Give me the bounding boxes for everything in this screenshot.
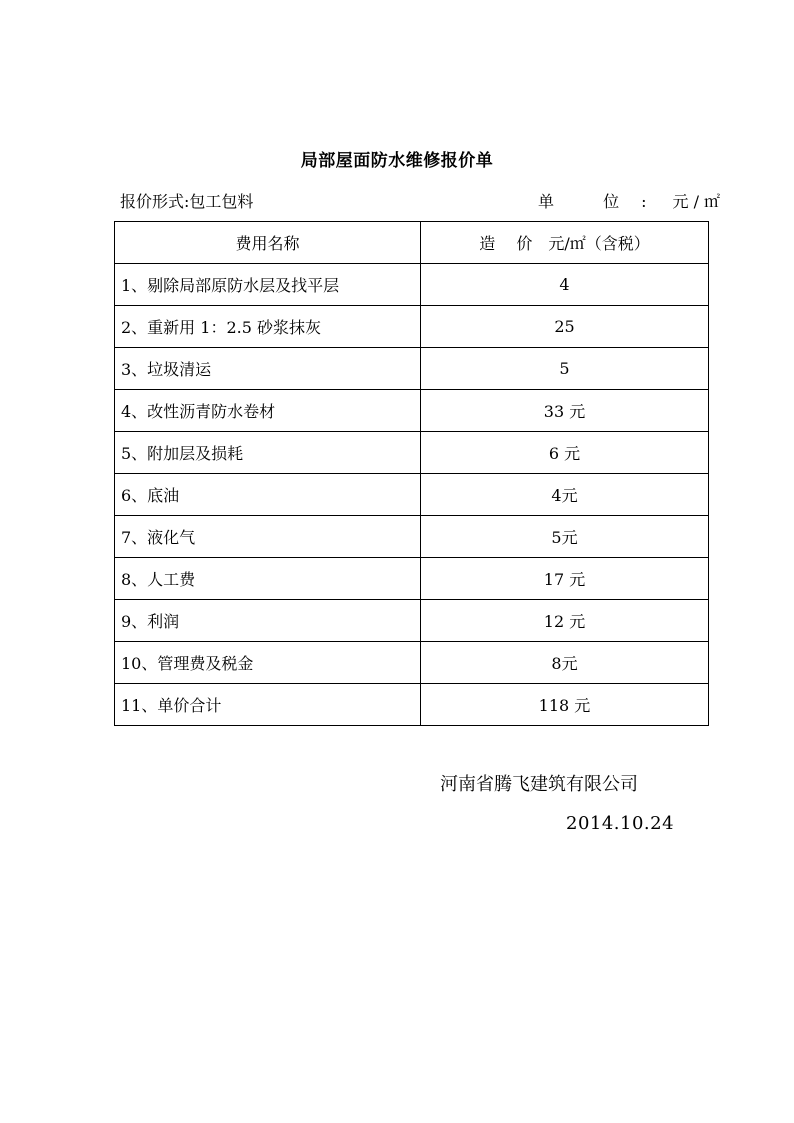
table-row (115, 306, 709, 348)
quote-table (114, 221, 709, 726)
row-price: 33 元 (421, 390, 709, 432)
unit-value: 元 / ㎡ (672, 192, 721, 211)
table-row (115, 474, 709, 516)
document-date: 2014.10.24 (566, 813, 675, 834)
row-name: 11、单价合计 (115, 684, 421, 726)
row-name: 10、管理费及税金 (115, 642, 421, 684)
unit-label: 单 位: (538, 192, 669, 211)
unit-line (538, 189, 720, 212)
row-price: 8元 (421, 642, 709, 684)
row-price: 5元 (421, 516, 709, 558)
table-row-total (115, 684, 709, 726)
row-price: 118 元 (421, 684, 709, 726)
row-price: 6 元 (421, 432, 709, 474)
table-row (115, 642, 709, 684)
row-price: 17 元 (421, 558, 709, 600)
header-name: 费用名称 (115, 222, 421, 264)
table-row (115, 432, 709, 474)
row-name: 4、改性沥青防水卷材 (115, 390, 421, 432)
header-price: 造 价 元/㎡（含税） (421, 222, 709, 264)
row-price: 5 (421, 348, 709, 390)
row-name: 3、垃圾清运 (115, 348, 421, 390)
company-name: 河南省腾飞建筑有限公司 (440, 774, 638, 795)
row-price: 4元 (421, 474, 709, 516)
row-name: 9、利润 (115, 600, 421, 642)
row-price: 4 (421, 264, 709, 306)
table-row (115, 600, 709, 642)
row-name: 2、重新用 1：2.5 砂浆抹灰 (115, 306, 421, 348)
table-row (115, 348, 709, 390)
table-row (115, 390, 709, 432)
row-name: 7、液化气 (115, 516, 421, 558)
quote-type: 报价形式:包工包料 (120, 192, 254, 211)
table-row (115, 264, 709, 306)
row-price: 12 元 (421, 600, 709, 642)
row-name: 5、附加层及损耗 (115, 432, 421, 474)
row-price: 25 (421, 306, 709, 348)
table-header-row (115, 222, 709, 264)
row-name: 1、剔除局部原防水层及找平层 (115, 264, 421, 306)
row-name: 6、底油 (115, 474, 421, 516)
row-name: 8、人工费 (115, 558, 421, 600)
table-row (115, 558, 709, 600)
table-row (115, 516, 709, 558)
document-title: 局部屋面防水维修报价单 (300, 151, 494, 171)
